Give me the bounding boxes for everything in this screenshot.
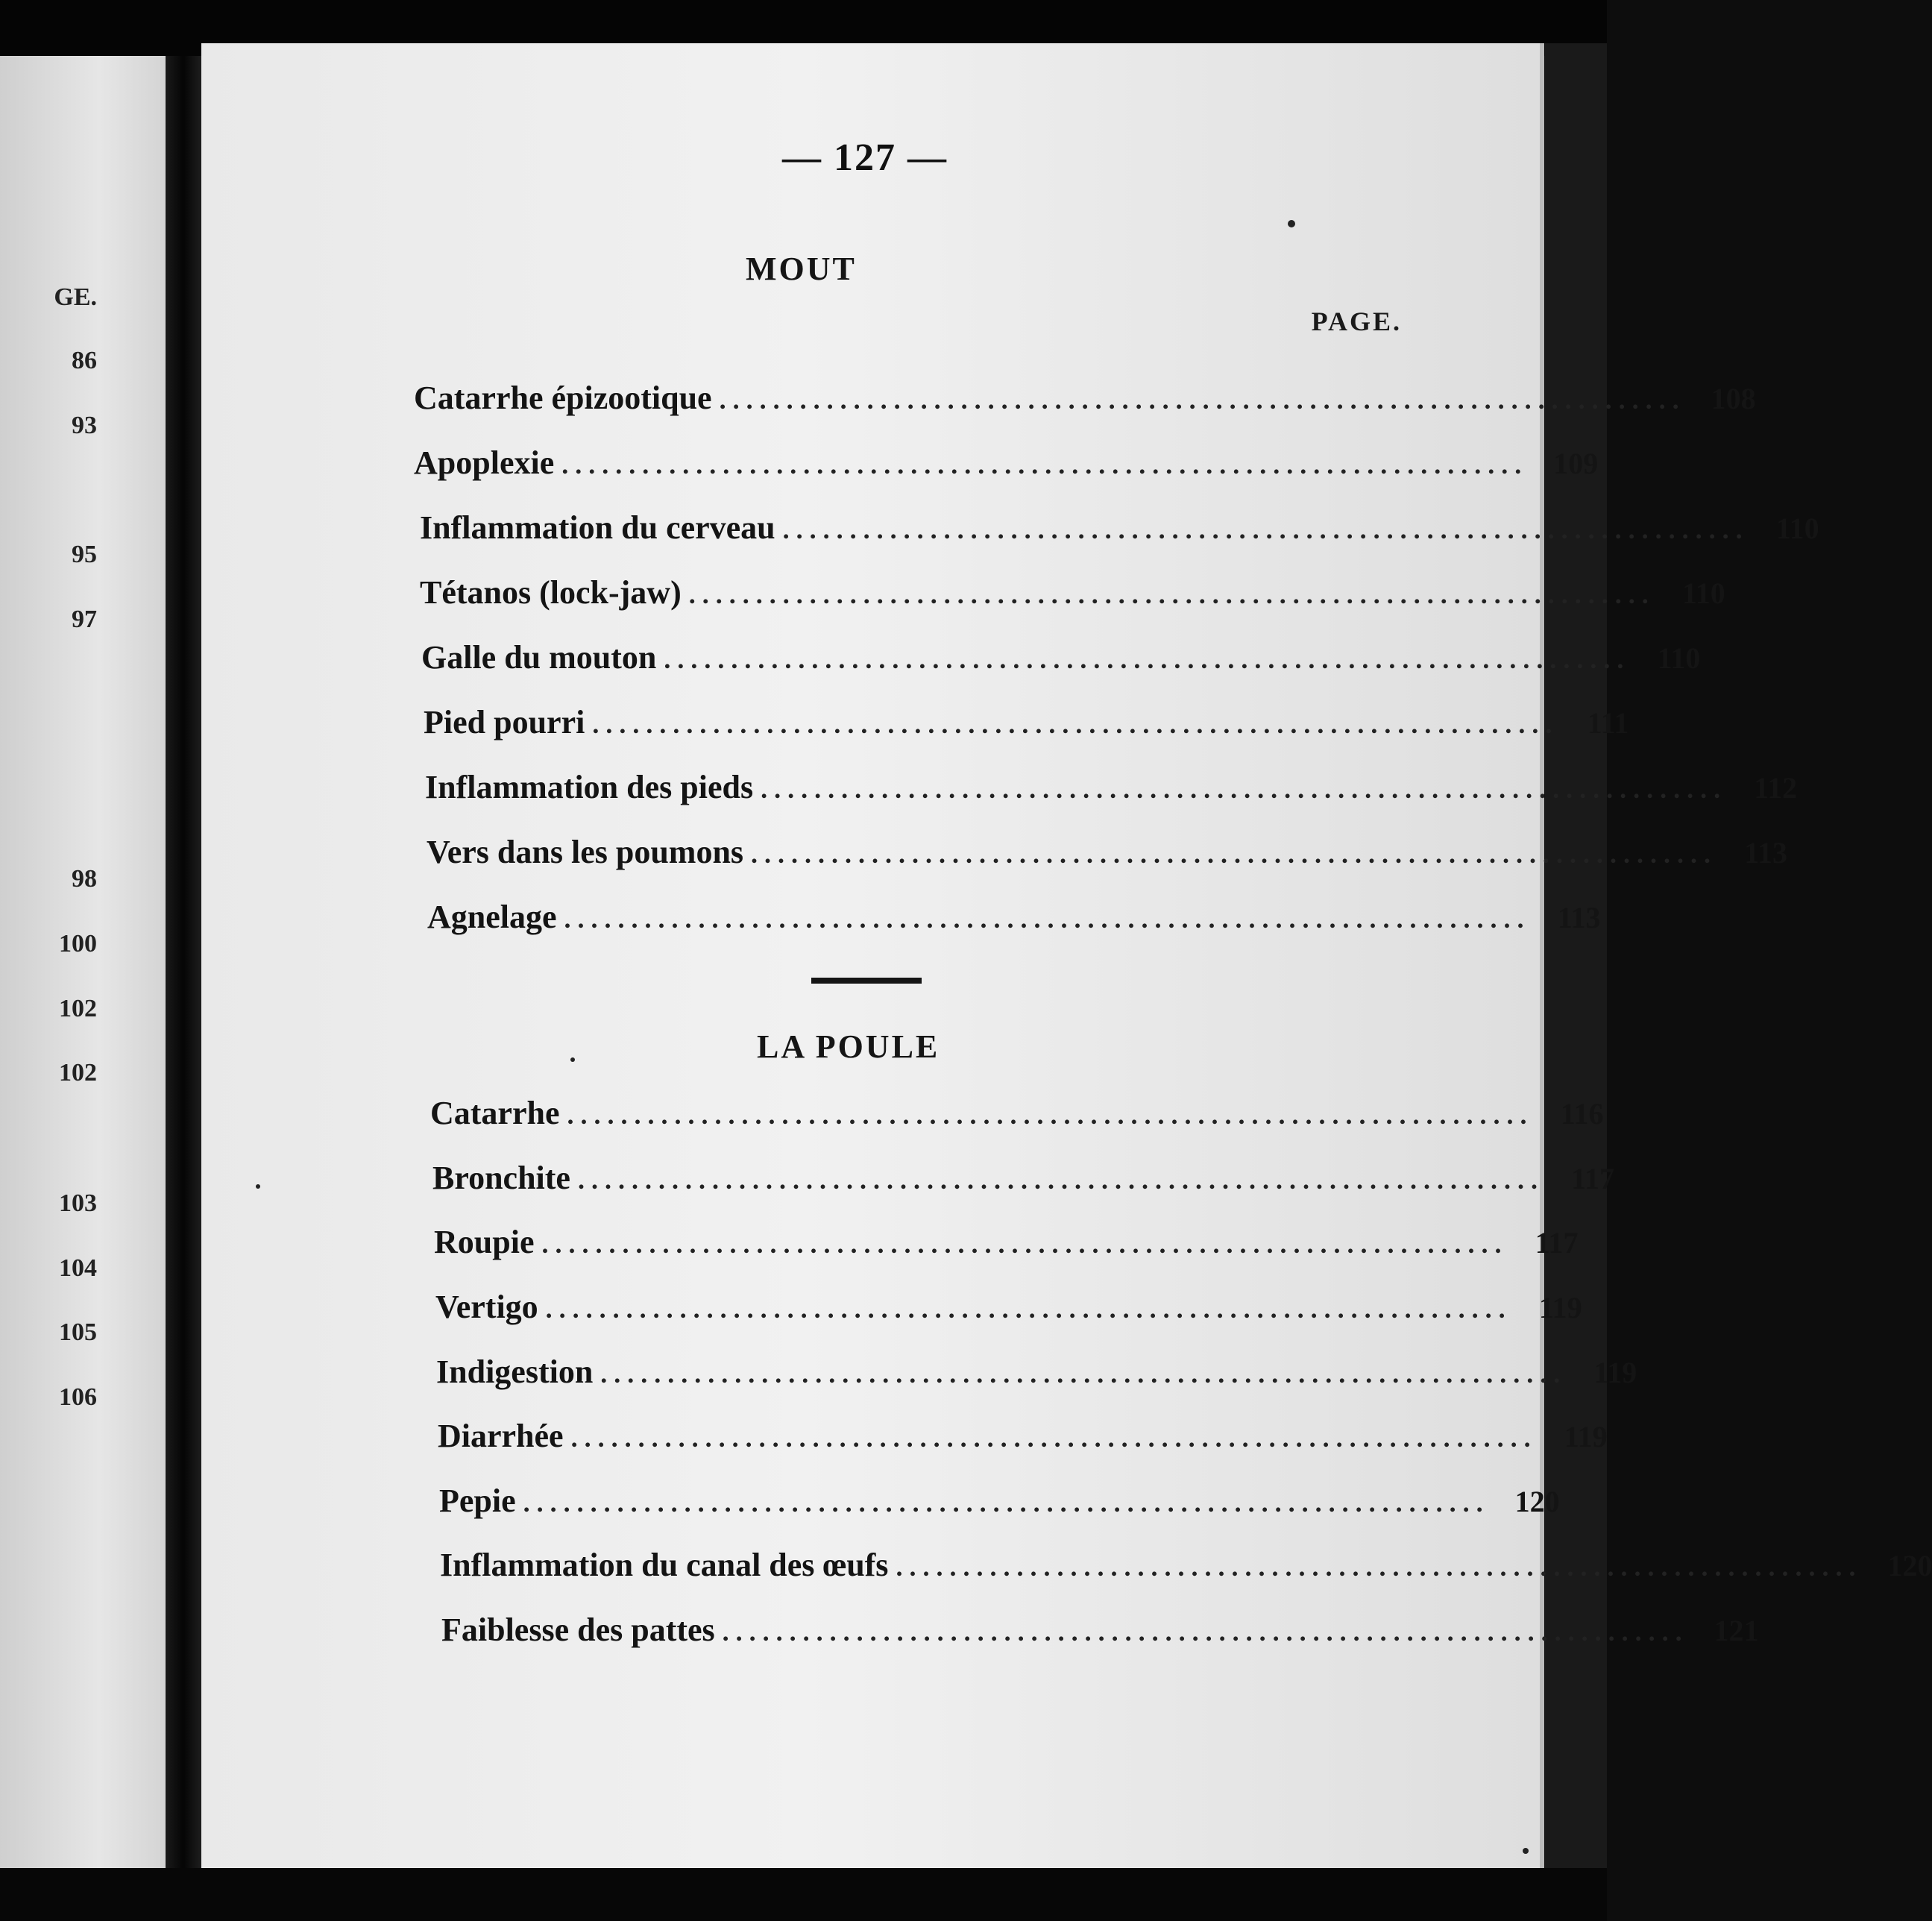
toc-entry [440,1546,1932,1588]
dot-leader: ........................................................................ [592,709,1559,739]
toc-entry [420,509,1819,550]
toc-entry-page: 108 [1711,382,1756,415]
toc-entry-title: Roupie [434,1224,535,1260]
toc-entry [424,703,1629,745]
dot-leader: ........................................................................ [896,1552,1863,1582]
dot-leader: ........................................................................ [567,1100,1534,1130]
toc-entry [435,1288,1582,1330]
toc-entry-title: Catarrhe [430,1095,560,1131]
toc-entry-page: 113 [1557,901,1601,934]
toc-entry-page: 119 [1538,1291,1582,1324]
dot-leader: ........................................................................ [688,579,1655,609]
ink-speck [1523,1848,1529,1854]
dot-leader: ........................................................................ [722,1617,1689,1647]
toc-entry-title: Pied pourri [424,704,585,741]
toc-entry [430,1094,1604,1136]
toc-entry-page: 111 [1587,706,1629,740]
toc-entry-title: Diarrhée [438,1418,564,1454]
left-page-number: 103 [59,1189,97,1217]
left-page-number: 86 [72,347,97,374]
toc-entry-page: 121 [1714,1614,1759,1647]
toc-entry-page: 113 [1744,836,1788,870]
toc-entry [414,444,1599,485]
dot-leader: ........................................................................ [523,1488,1490,1518]
left-page-number: 93 [72,412,97,439]
left-page-header-fragment: GE. [54,283,97,311]
toc-entry-title: Vers dans les poumons [427,834,744,870]
dot-leader: ........................................................................ [664,644,1631,674]
toc-entry-title: Indigestion [436,1353,594,1390]
toc-entry-page: 112 [1754,771,1798,805]
toc-entry [436,1353,1637,1395]
dot-leader: ........................................................................ [600,1359,1567,1389]
left-page-number: 97 [72,606,97,633]
page-column-header: PAGE. [1311,306,1402,336]
dot-leader: ........................................................................ [564,904,1531,934]
toc-entry-page: 120 [1514,1485,1560,1518]
left-page-number: 102 [59,995,97,1022]
toc-entry-title: Faiblesse des pattes [441,1612,715,1648]
ink-speck [1288,220,1295,227]
toc-entry-page: 119 [1593,1356,1637,1389]
toc-entry [427,833,1788,875]
toc-entry [438,1417,1608,1459]
dot-leader: ........................................................................ [782,515,1749,544]
dot-leader: ........................................................................ [719,385,1686,415]
toc-entry-title: Catarrhe épizootique [414,380,712,416]
toc-entry-title: Agnelage [427,899,557,935]
toc-entry-title: Inflammation du canal des œufs [440,1547,889,1583]
ink-speck [256,1184,260,1189]
left-page [0,56,166,1868]
toc-entry-page: 116 [1560,1097,1604,1131]
toc-entry-title: Vertigo [435,1289,538,1325]
toc-entry-title: Galle du mouton [421,639,657,676]
toc-entry-page: 110 [1681,576,1725,610]
toc-entry [441,1611,1759,1653]
toc-entry [427,898,1601,940]
toc-entry-title: Inflammation des pieds [425,769,754,805]
page-number: — 127 — [782,136,948,179]
left-page-number: 100 [59,930,97,958]
toc-entry [434,1223,1579,1265]
toc-entry-page: 110 [1657,641,1701,675]
toc-entry-page: 110 [1775,512,1819,545]
dot-leader: ........................................................................ [751,839,1718,869]
dot-leader: ........................................................................ [570,1423,1538,1453]
toc-entry [432,1159,1614,1201]
toc-entry-page: 120 [1887,1549,1932,1582]
dot-leader: ........................................................................ [577,1165,1544,1195]
section-divider [811,978,922,984]
toc-entry-title: Apoplexie [414,444,555,481]
toc-entry-title: Tétanos (lock-jaw) [420,574,682,611]
toc-entry-page: 119 [1564,1420,1608,1453]
toc-entry-page: 117 [1571,1162,1614,1195]
dot-leader: ........................................................................ [561,450,1529,480]
scan-bottom-border [0,1868,1607,1921]
toc-entry [439,1482,1560,1524]
toc-entry [420,573,1725,615]
left-page-number: 104 [59,1254,97,1282]
left-page-number: 105 [59,1318,97,1346]
toc-entry [414,379,1756,421]
dot-leader: ........................................................................ [541,1229,1508,1259]
dot-leader: ........................................................................ [545,1294,1512,1324]
left-page-number: 102 [59,1059,97,1087]
toc-entry-page: 109 [1553,447,1599,480]
left-page-number: 106 [59,1383,97,1411]
toc-entry-title: Bronchite [432,1160,570,1196]
toc-entry [421,638,1701,680]
toc-entry-page: 117 [1535,1226,1579,1260]
dot-leader: ........................................................................ [761,774,1728,804]
toc-entry [425,768,1798,810]
left-page-number: 95 [72,541,97,568]
left-page-number: 98 [72,865,97,893]
ink-speck [570,1057,575,1062]
toc-entry-title: Inflammation du cerveau [420,509,775,546]
section-title-mouton: MOUT [746,251,857,287]
section-title-la-poule: LA POULE [757,1028,940,1065]
toc-entry-title: Pepie [439,1483,516,1519]
